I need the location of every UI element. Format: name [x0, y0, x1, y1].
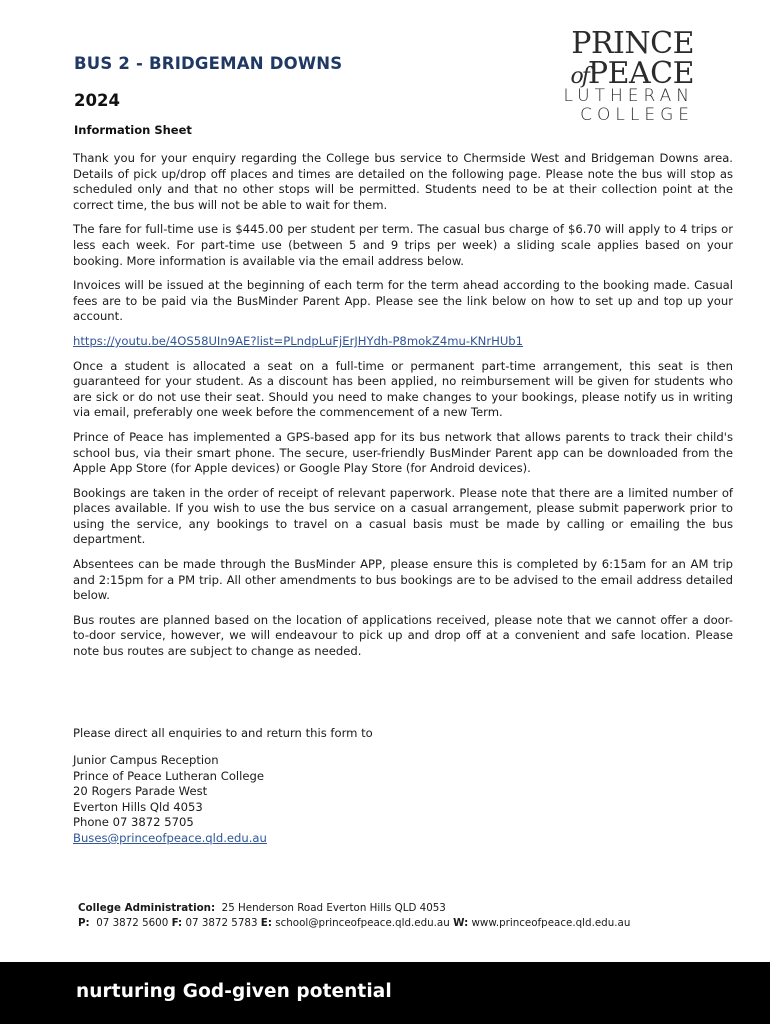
logo-line-prince: PRINCE	[571, 26, 694, 61]
logo-of: of	[570, 64, 588, 89]
document-year: 2024	[74, 91, 120, 110]
paragraph-bookings: Bookings are taken in the order of receipt of relevant paperwork. Please note that there are a limited number of places available. If you wish to use the bus service on a casual arrangement, please submit paperwork prior to using the service, any bookings to travel on a casual basis must be made by calling or emailing the bus department.	[73, 485, 733, 547]
web-label: W:	[453, 917, 469, 929]
contact-line: Prince of Peace Lutheran College	[73, 768, 264, 783]
logo-line-lutheran: LUTHERAN	[563, 86, 694, 106]
information-body	[73, 151, 733, 669]
busminder-video-link[interactable]: https://youtu.be/4OS58UIn9AE?list=PLndpLuFjErJHYdh-P8mokZ4mu-KNrHUb1	[73, 333, 524, 348]
college-logo	[540, 26, 700, 126]
admin-phone: 07 3872 5600	[96, 917, 169, 929]
logo-peace: PEACE	[587, 56, 694, 91]
email-label: E:	[260, 917, 272, 929]
contact-line: Junior Campus Reception	[73, 753, 219, 767]
admin-address: 25 Henderson Road Everton Hills QLD 4053	[221, 902, 446, 914]
paragraph-invoices: Invoices will be issued at the beginning of each term for the term ahead according to the booking made. Casual fees are to be paid via the BusMinder Parent App. Please see the link below on how to set up and top up your account.	[73, 278, 733, 324]
admin-website: www.princeofpeace.qld.edu.au	[471, 917, 631, 929]
paragraph-routes: Bus routes are planned based on the location of applications received, please note that we cannot offer a door-to-door service, however, we will endeavour to pick up and drop off at a convenient and safe location. Please note bus routes are subject to change as needed.	[73, 612, 733, 659]
paragraph-gps-app: Prince of Peace has implemented a GPS-based app for its bus network that allows parents to track their child's school bus, via their smart phone. The secure, user-friendly BusMinder Parent app can be downloaded from the Apple App Store (for Apple devices) or Google Play Store (for Android devices).	[73, 429, 733, 476]
paragraph-video-link	[73, 334, 733, 350]
paragraph-absentees: Absentees can be made through the BusMinder APP, please ensure this is completed by 6:15am for an AM trip and 2:15pm for a PM trip. All other amendments to bus bookings are to be advised to the email address detailed below.	[73, 557, 733, 603]
paragraph-intro: Thank you for your enquiry regarding the College bus service to Chermside West and Bridgeman Downs area. Details of pick up/drop off places and times are detailed on the following page. Please note the bus will stop as scheduled only and that no other stops will be permitted. Students need to be at their collection point at the correct time, the bus will not be able to wait for them.	[73, 151, 733, 212]
contact-line: 20 Rogers Parade West	[73, 784, 208, 799]
document-subtitle: Information Sheet	[74, 123, 192, 137]
footer-band	[0, 962, 770, 1024]
phone-label: P:	[78, 917, 90, 929]
admin-fax: 07 3872 5783	[185, 917, 258, 929]
contact-line: Everton Hills Qld 4053	[73, 799, 203, 814]
admin-email: school@princeofpeace.qld.edu.au	[275, 917, 450, 929]
enquiry-line: Please direct all enquiries to and return this form to	[73, 726, 373, 740]
footer-administration	[78, 901, 630, 931]
contact-email-link[interactable]: Buses@princeofpeace.qld.edu.au	[73, 830, 267, 845]
paragraph-seat-allocation: Once a student is allocated a seat on a full-time or permanent part-time arrangement, this seat is then guaranteed for your student. As a discount has been applied, no reimbursement will be given for students who are sick or do not use their seat. Should you need to make changes to your bookings, please notify us in writing via email, preferably one week before the commencement of a new Term.	[73, 358, 733, 420]
paragraph-fares: The fare for full-time use is $445.00 per student per term. The casual bus charge of $6.70 will apply to 4 trips or less each week. For part-time use (between 5 and 9 trips per week) a sliding scale applies based on your booking. More information is available via the email address below.	[73, 222, 733, 268]
document-title: BUS 2 - BRIDGEMAN DOWNS	[74, 54, 343, 73]
admin-label: College Administration:	[78, 902, 216, 914]
logo-line-college: COLLEGE	[580, 105, 694, 125]
fax-label: F:	[171, 917, 183, 929]
contact-phone: Phone 07 3872 5705	[73, 815, 194, 830]
contact-address	[73, 753, 267, 847]
tagline: nurturing God-given potential	[76, 981, 392, 1002]
